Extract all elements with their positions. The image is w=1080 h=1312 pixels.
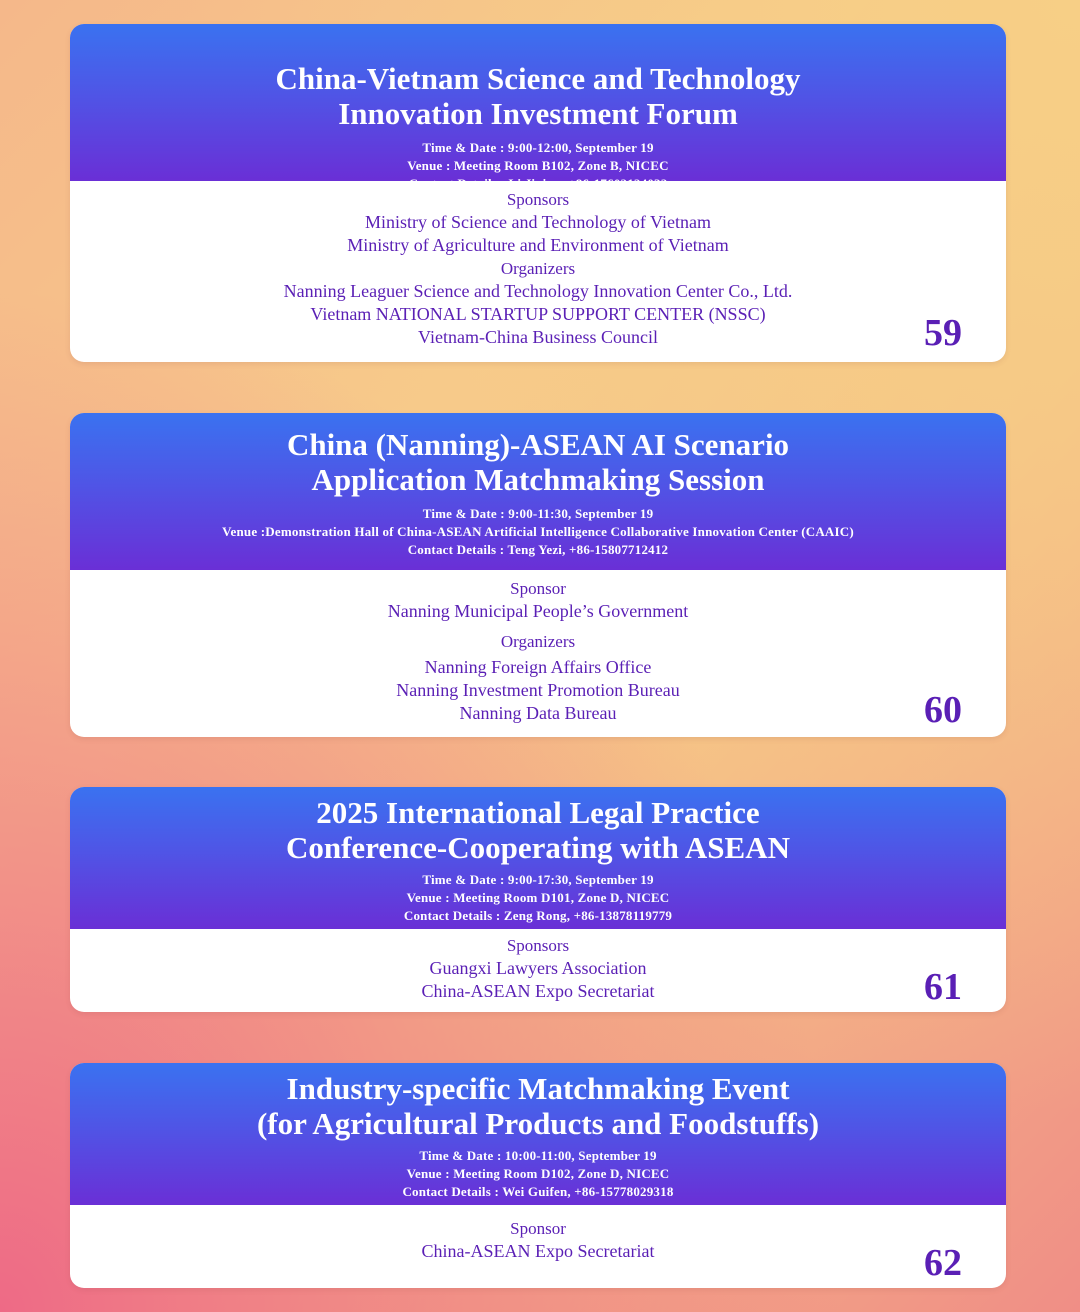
- event-title-line-1: China (Nanning)-ASEAN AI Scenario: [286, 427, 790, 462]
- organizer-item: Vietnam-China Business Council: [418, 327, 658, 347]
- sponsors-label: Sponsor: [510, 579, 566, 598]
- event-number: 61: [924, 966, 962, 1008]
- event-title-line-2: Application Matchmaking Session: [311, 462, 765, 497]
- event-venue: Venue : Meeting Room D101, Zone D, NICEC: [406, 890, 670, 905]
- event-contact: Contact Details : Wei Guifen, +86-15778029318: [402, 1184, 674, 1199]
- event-title-line-1: 2025 International Legal Practice: [316, 795, 760, 830]
- sponsor-item: China-ASEAN Expo Secretariat: [421, 981, 655, 1001]
- sponsor-item: Nanning Municipal People’s Government: [387, 601, 689, 621]
- event-contact: Contact Details : Li Jiajun, +86-17602124032: [408, 176, 668, 191]
- event-card-62: [70, 1063, 1006, 1288]
- event-contact: Contact Details : Teng Yezi, +86-15807712412: [407, 542, 669, 557]
- event-card-body: [70, 181, 1006, 362]
- event-title-line-2: (for Agricultural Products and Foodstuffs): [256, 1106, 820, 1141]
- event-card-60: [70, 413, 1006, 737]
- sponsor-item: Ministry of Agriculture and Environment of Vietnam: [347, 235, 729, 255]
- event-number: 60: [924, 689, 962, 731]
- event-title-line-2: Conference-Cooperating with ASEAN: [285, 830, 790, 865]
- event-venue: Venue :Demonstration Hall of China-ASEAN Artificial Intelligence Collaborative Innovation Center (CAAIC): [222, 524, 854, 539]
- event-time-date: Time & Date : 9:00-11:30, September 19: [422, 506, 654, 521]
- event-number: 62: [924, 1242, 962, 1284]
- event-venue: Venue : Meeting Room D102, Zone D, NICEC: [406, 1166, 670, 1181]
- sponsors-label: Sponsors: [506, 190, 570, 209]
- organizers-label: Organizers: [500, 259, 576, 278]
- organizer-item: Nanning Data Bureau: [459, 703, 617, 723]
- organizer-item: Nanning Leaguer Science and Technology Innovation Center Co., Ltd.: [283, 281, 793, 301]
- event-card-59: [70, 24, 1006, 362]
- sponsors-label: Sponsor: [510, 1219, 566, 1238]
- sponsor-item: China-ASEAN Expo Secretariat: [421, 1241, 655, 1261]
- organizer-item: Nanning Investment Promotion Bureau: [396, 680, 680, 700]
- event-time-date: Time & Date : 9:00-17:30, September 19: [422, 872, 654, 887]
- event-card-61: [70, 787, 1006, 1012]
- event-card-header: [70, 787, 1006, 929]
- sponsor-item: Ministry of Science and Technology of Vietnam: [365, 212, 711, 232]
- sponsors-label: Sponsors: [506, 936, 570, 955]
- event-card-header: [70, 413, 1006, 570]
- event-title-line-2: Innovation Investment Forum: [338, 96, 738, 131]
- event-card-header: [70, 24, 1006, 191]
- event-card-header: [70, 1063, 1006, 1205]
- event-number: 59: [924, 312, 962, 354]
- event-title-line-1: Industry-specific Matchmaking Event: [286, 1071, 790, 1106]
- organizers-label: Organizers: [500, 632, 576, 651]
- event-title-line-1: China-Vietnam Science and Technology: [275, 61, 801, 96]
- event-card-body: [70, 1205, 1006, 1288]
- organizer-item: Nanning Foreign Affairs Office: [424, 657, 652, 677]
- organizer-item: Vietnam NATIONAL STARTUP SUPPORT CENTER (NSSC): [310, 304, 766, 324]
- event-card-body: [70, 929, 1006, 1012]
- event-time-date: Time & Date : 9:00-12:00, September 19: [422, 140, 654, 155]
- event-contact: Contact Details : Zeng Rong, +86-13878119779: [403, 908, 673, 923]
- event-card-body: [70, 570, 1006, 737]
- event-time-date: Time & Date : 10:00-11:00, September 19: [419, 1148, 657, 1163]
- event-venue: Venue : Meeting Room B102, Zone B, NICEC: [407, 158, 669, 173]
- sponsor-item: Guangxi Lawyers Association: [429, 958, 647, 978]
